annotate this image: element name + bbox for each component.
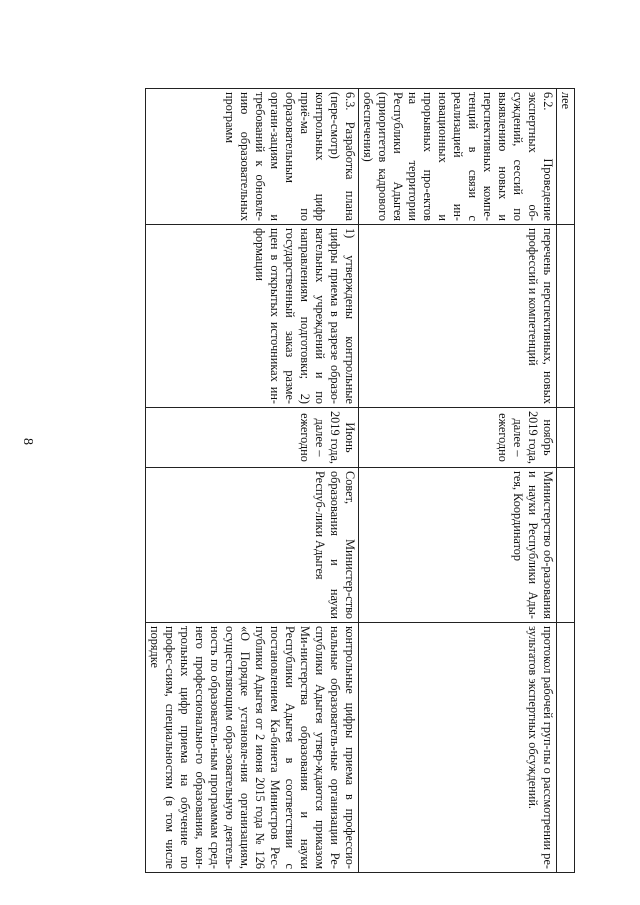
cell-deadline: ноябрь 2019 года, далее – ежегодно <box>359 408 557 468</box>
cell-responsible: Совет, Министер-ство образования и науки Респуб-лики Адыгея <box>146 468 359 623</box>
cell-result: перечень перспективных, новых профессий и компетенций <box>359 225 557 408</box>
cell-activity: 6.2. Проведение экспертных об-суждений, сессий по выявлению новых и перспективных компе-тенций в связи с реализацией ин-новационных и прорывных про-ектов на территории Республики Адыгея (приоритетов кадрового обеспечения) <box>359 89 557 225</box>
cell-deadline: Июнь 2019 года, далее – ежегодно <box>146 408 359 468</box>
cell-responsible: Министерство об-разования и науки Республики Ады-гея, Координатор <box>359 468 557 623</box>
table-row <box>359 89 557 873</box>
plan-table <box>145 88 575 873</box>
page-number: 8 <box>20 438 35 445</box>
cell-continuation-col4 <box>557 468 575 623</box>
cell-document: контрольные цифры приема в профессио-нальные образователь-ные организации Ре-спублики Адыгея утвер-ждаются приказом Ми-нистерства образования и науки Республики Адыгея в соответствии с постановлением Ка-бинета Министров Рес-публики Адыгея от 2 июня 2015 года № 126 «О Порядке установле-ния организациям, осуществляющим обра-зовательную деятель-ность по образователь-ным программам сред-него профессионально-го образования, кон-трольных цифр приема на обучение по профес-сиям, специальностям (в том числе порядке <box>146 623 359 873</box>
cell-continuation-col5 <box>557 623 575 873</box>
table-row <box>146 89 359 873</box>
cell-continuation-col2 <box>557 225 575 408</box>
cell-continuation-col3 <box>557 408 575 468</box>
cell-continuation-col1: лее <box>557 89 575 225</box>
table-row-continuation <box>557 89 575 873</box>
cell-result: 1) утверждены контрольные цифры приема в разрезе образо-вательных учреждений и по направлениям подготовки; 2) государственный заказ разме-щен в открытых источниках ин-формации <box>146 225 359 408</box>
cell-document: протокол рабочей груп-пы о рассмотрении ре-зультатов экспертных обсуждений. <box>359 623 557 873</box>
rotated-page-content <box>62 88 575 872</box>
cell-activity: 6.3. Разработка плана (пере-смотр) контрольных цифр приё-ма по образовательным органи-зациям и требований к обновле-нию образовательных программ <box>146 89 359 225</box>
